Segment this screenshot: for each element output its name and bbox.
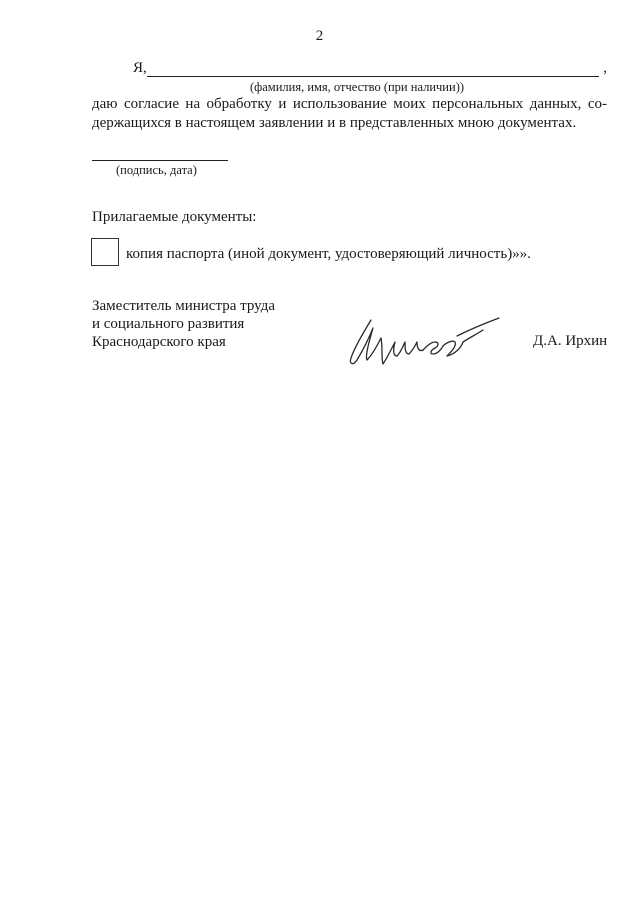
- full-name-blank: [147, 76, 599, 77]
- page-number: 2: [315, 28, 324, 44]
- consent-text: даю согласие на обработку и использование моих персональных данных, содержащихся в настоящем заявлении и в представленных мною документах.: [92, 96, 607, 131]
- passport-copy-label: копия паспорта (иной документ, удостоверяющий личность)»».: [126, 246, 531, 262]
- signer-title-line: Краснодарского края: [92, 334, 226, 350]
- handwritten-signature: [343, 312, 513, 374]
- ya-label: Я,: [133, 60, 147, 76]
- signer-name: Д.А. Ирхин: [533, 333, 608, 349]
- trailing-comma: ,: [603, 60, 607, 76]
- signature-date-blank: [92, 160, 228, 161]
- attached-documents-heading: Прилагаемые документы:: [92, 209, 257, 225]
- signer-title-line: и социального развития: [92, 316, 245, 332]
- signature-date-caption: (подпись, дата): [116, 163, 197, 177]
- signer-title-line: Заместитель министра труда: [92, 298, 275, 314]
- passport-copy-checkbox[interactable]: [91, 238, 119, 266]
- full-name-caption: (фамилия, имя, отчество (при наличии)): [250, 80, 465, 94]
- signer-title: [92, 297, 275, 351]
